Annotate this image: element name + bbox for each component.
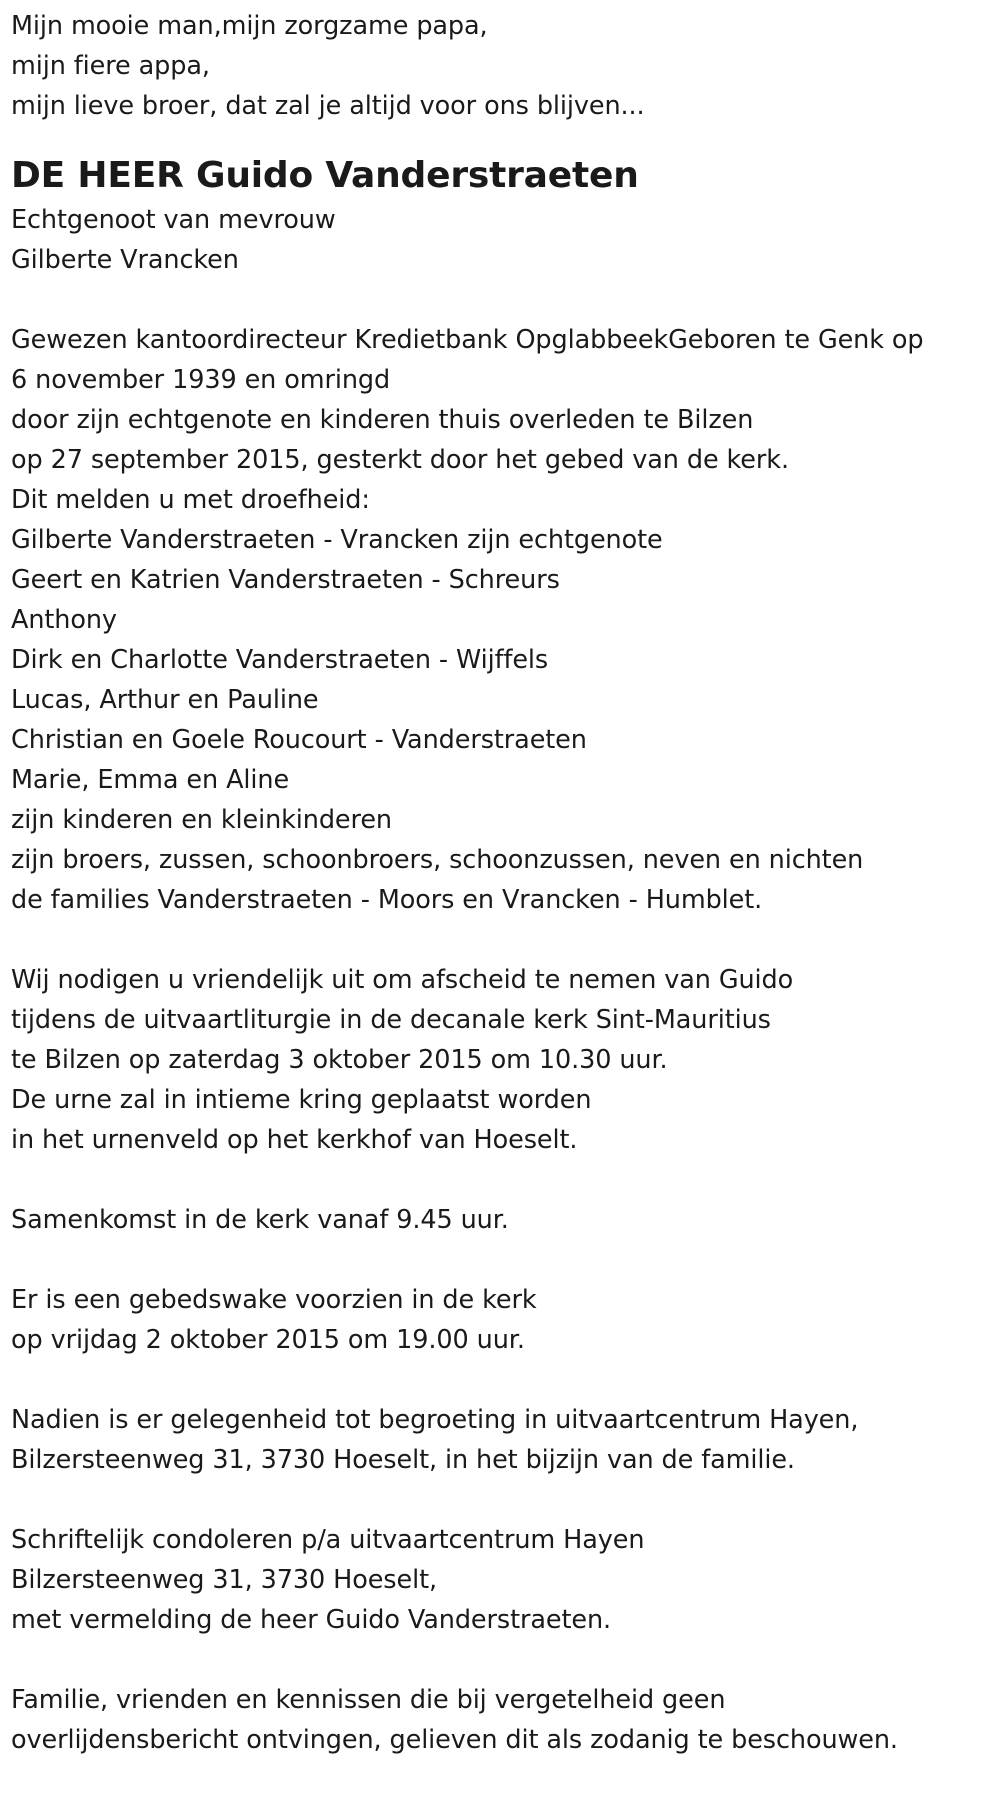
intro-verse	[11, 6, 990, 126]
paragraph-gap	[11, 1160, 990, 1200]
visitation-line: Bilzersteenweg 31, 3730 Hoeselt, in het bijzijn van de familie.	[11, 1445, 795, 1475]
funeral-section	[11, 960, 990, 1160]
biography-section	[11, 320, 990, 920]
biography-line: Anthony	[11, 605, 117, 635]
biography-line: op 27 september 2015, gesterkt door het gebed van de kerk.	[11, 445, 789, 475]
paragraph-gap	[11, 1240, 990, 1280]
funeral-line: tijdens de uitvaartliturgie in de decanale kerk Sint-Mauritius	[11, 1005, 771, 1035]
biography-line: Christian en Goele Roucourt - Vanderstraeten	[11, 725, 587, 755]
funeral-line: te Bilzen op zaterdag 3 oktober 2015 om 10.30 uur.	[11, 1045, 668, 1075]
condolences-line: Bilzersteenweg 31, 3730 Hoeselt,	[11, 1565, 437, 1595]
biography-line: zijn kinderen en kleinkinderen	[11, 805, 392, 835]
visitation-section	[11, 1400, 990, 1480]
spouse-line: Echtgenoot van mevrouw	[11, 205, 336, 235]
notice-line: overlijdensbericht ontvingen, gelieven dit als zodanig te beschouwen.	[11, 1725, 898, 1755]
condolences-section	[11, 1520, 990, 1640]
paragraph-gap	[11, 1480, 990, 1520]
obituary-document	[0, 6, 1000, 1760]
biography-line: Lucas, Arthur en Pauline	[11, 685, 319, 715]
gathering-section	[11, 1200, 990, 1240]
biography-line: Dit melden u met droefheid:	[11, 485, 370, 515]
biography-line: Marie, Emma en Aline	[11, 765, 290, 795]
biography-line: Gewezen kantoordirecteur Kredietbank OpglabbeekGeboren te Genk op	[11, 325, 924, 355]
biography-line: 6 november 1939 en omringd	[11, 365, 391, 395]
intro-line: mijn fiere appa,	[11, 51, 210, 81]
funeral-line: Wij nodigen u vriendelijk uit om afscheid te nemen van Guido	[11, 965, 794, 995]
funeral-line: De urne zal in intieme kring geplaatst worden	[11, 1085, 592, 1115]
biography-line: Gilberte Vanderstraeten - Vrancken zijn echtgenote	[11, 525, 663, 555]
paragraph-gap	[11, 920, 990, 960]
paragraph-gap	[11, 1640, 990, 1680]
biography-line: Dirk en Charlotte Vanderstraeten - Wijffels	[11, 645, 549, 675]
condolences-line: Schriftelijk condoleren p/a uitvaartcentrum Hayen	[11, 1525, 645, 1555]
deceased-name-title: DE HEER Guido Vanderstraeten	[11, 155, 639, 196]
funeral-line: in het urnenveld op het kerkhof van Hoeselt.	[11, 1125, 578, 1155]
notice-section	[11, 1680, 990, 1760]
biography-line: Geert en Katrien Vanderstraeten - Schreurs	[11, 565, 560, 595]
vigil-line: Er is een gebedswake voorzien in de kerk	[11, 1285, 537, 1315]
intro-line: mijn lieve broer, dat zal je altijd voor ons blijven...	[11, 91, 645, 121]
vigil-section	[11, 1280, 990, 1360]
paragraph-gap	[11, 280, 990, 320]
condolences-line: met vermelding de heer Guido Vanderstraeten.	[11, 1605, 612, 1635]
gathering-line: Samenkomst in de kerk vanaf 9.45 uur.	[11, 1205, 509, 1235]
spouse-line: Gilberte Vrancken	[11, 245, 239, 275]
vigil-line: op vrijdag 2 oktober 2015 om 19.00 uur.	[11, 1325, 525, 1355]
biography-line: door zijn echtgenote en kinderen thuis overleden te Bilzen	[11, 405, 754, 435]
spouse-section	[11, 200, 990, 280]
intro-line: Mijn mooie man,mijn zorgzame papa,	[11, 11, 488, 41]
notice-line: Familie, vrienden en kennissen die bij vergetelheid geen	[11, 1685, 726, 1715]
visitation-line: Nadien is er gelegenheid tot begroeting in uitvaartcentrum Hayen,	[11, 1405, 859, 1435]
paragraph-gap	[11, 1360, 990, 1400]
biography-line: de families Vanderstraeten - Moors en Vrancken - Humblet.	[11, 885, 763, 915]
biography-line: zijn broers, zussen, schoonbroers, schoonzussen, neven en nichten	[11, 845, 864, 875]
